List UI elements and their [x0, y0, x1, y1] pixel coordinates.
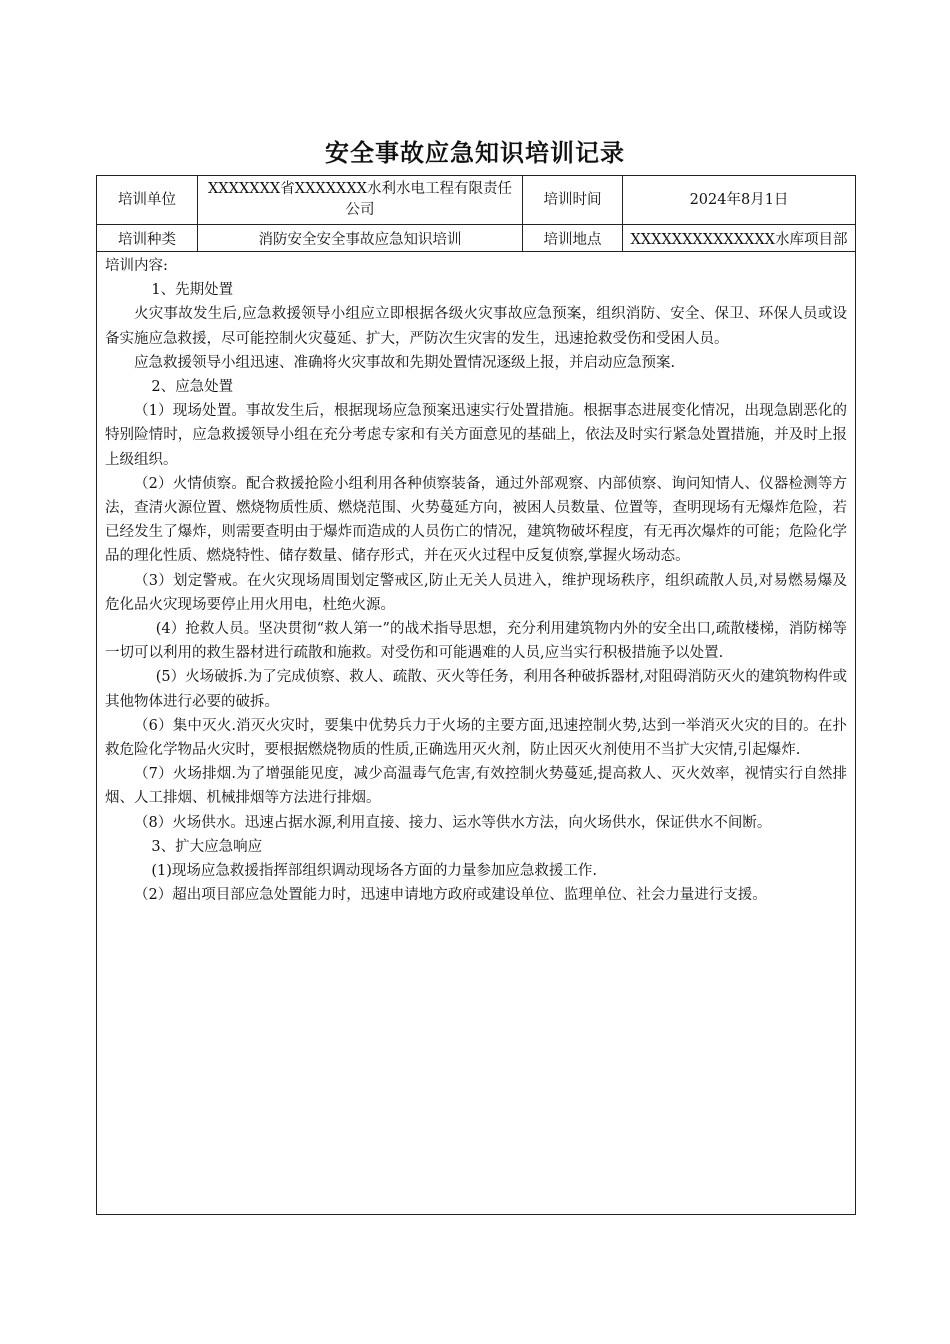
time-label: 培训时间 [523, 176, 623, 225]
paragraph: （3）划定警戒。在火灾现场周围划定警戒区,防止无关人员进入，维护现场秩序，组织疏散人员,对易燃易爆及危化品火灾现场要停止用火用电，杜绝火源。 [105, 572, 847, 613]
paragraph: (4）抢救人员。坚决贯彻“救人第一”的战术指导思想，充分利用建筑物内外的安全出口,疏散楼梯，消防梯等一切可以利用的救生器材进行疏散和施救。对受伤和可能遇难的人员,应当实行积极措施予以处置. [105, 621, 847, 662]
place-value: XXXXXXXXXXXXXX水库项目部 [623, 225, 856, 252]
unit-value: XXXXXXX省XXXXXXX水利水电工程有限责任公司 [198, 176, 523, 225]
paragraph: （6）集中灭火.消灭火灾时，要集中优势兵力于火场的主要方面,迅速控制火势,达到一举消灭火灾的目的。在扑救危险化学物品火灾时，要根据燃烧物质的性质,正确选用灭火剂，防止因灭火剂使用不当扩大灾情,引起爆炸. [105, 717, 847, 759]
section-title: 3、扩大应急响应 [151, 838, 263, 855]
place-label: 培训地点 [523, 225, 623, 252]
training-record-table [96, 175, 856, 1215]
paragraph: (1)现场应急救援指挥部组织调动现场各方面的力量参加应急救援工作. [151, 863, 598, 880]
paragraph: （2）火情侦察。配合救援抢险小组利用各种侦察装备，通过外部观察、内部侦察、询问知情人、仪器检测等方法，查清火源位置、燃烧物质性质、燃烧范围、火势蔓延方向，被困人员数量、位置等，查明现场有无爆炸危险，若已经发生了爆炸，则需要查明由于爆炸而造成的人员伤亡的情况，建筑物破坏程度，有无再次爆炸的可能；危险化学品的理化性质、燃烧特性、储存数量、储存形式，并在灭火过程中反复侦察,掌握火场动态。 [105, 475, 847, 565]
section-title: 1、先期处置 [151, 282, 234, 299]
paragraph: 火灾事故发生后,应急救援领导小组应立即根据各级火灾事故应急预案，组织消防、安全、保卫、环保人员或设备实施应急救援，尽可能控制火灾蔓延、扩大，严防次生灾害的发生，迅速抢救受伤和受困人员。 [105, 306, 847, 347]
content-row [97, 252, 856, 1215]
paragraph: （8）火场供水。迅速占据水源,利用直接、接力、运水等供水方法，向火场供水，保证供水不间断。 [134, 814, 772, 831]
paragraph: (5）火场破拆.为了完成侦察、救人、疏散、灭火等任务，利用各种破拆器材,对阻碍消防灭火的建筑物构件或其他物体进行必要的破拆。 [105, 669, 847, 710]
paragraph: 应急救援领导小组迅速、准确将火灾事故和先期处置情况逐级上报，并启动应急预案. [134, 354, 676, 371]
document-title: 安全事故应急知识培训记录 [325, 139, 625, 167]
paragraph: （2）超出项目部应急处置能力时，迅速申请地方政府或建设单位、监理单位、社会力量进行支援。 [134, 887, 767, 904]
type-label: 培训种类 [97, 225, 198, 252]
training-content [97, 252, 856, 1215]
table-row [97, 225, 856, 252]
section-title: 2、应急处置 [151, 379, 234, 396]
content-heading: 培训内容: [105, 258, 168, 274]
paragraph: （1）现场处置。事故发生后，根据现场应急预案迅速实行处置措施。根据事态进展变化情况，出现急剧恶化的特别险情时，应急救援领导小组在充分考虑专家和有关方面意见的基础上，依法及时实行紧急处置措施，并及时上报上级组织。 [105, 403, 847, 468]
table-row [97, 176, 856, 225]
paragraph: （7）火场排烟.为了增强能见度，减少高温毒气危害,有效控制火势蔓延,提高救人、灭火效率，视情实行自然排烟、人工排烟、机械排烟等方法进行排烟。 [105, 766, 847, 807]
type-value: 消防安全安全事故应急知识培训 [198, 225, 523, 252]
unit-label: 培训单位 [97, 176, 198, 225]
time-value: 2024年8月1日 [623, 176, 856, 225]
